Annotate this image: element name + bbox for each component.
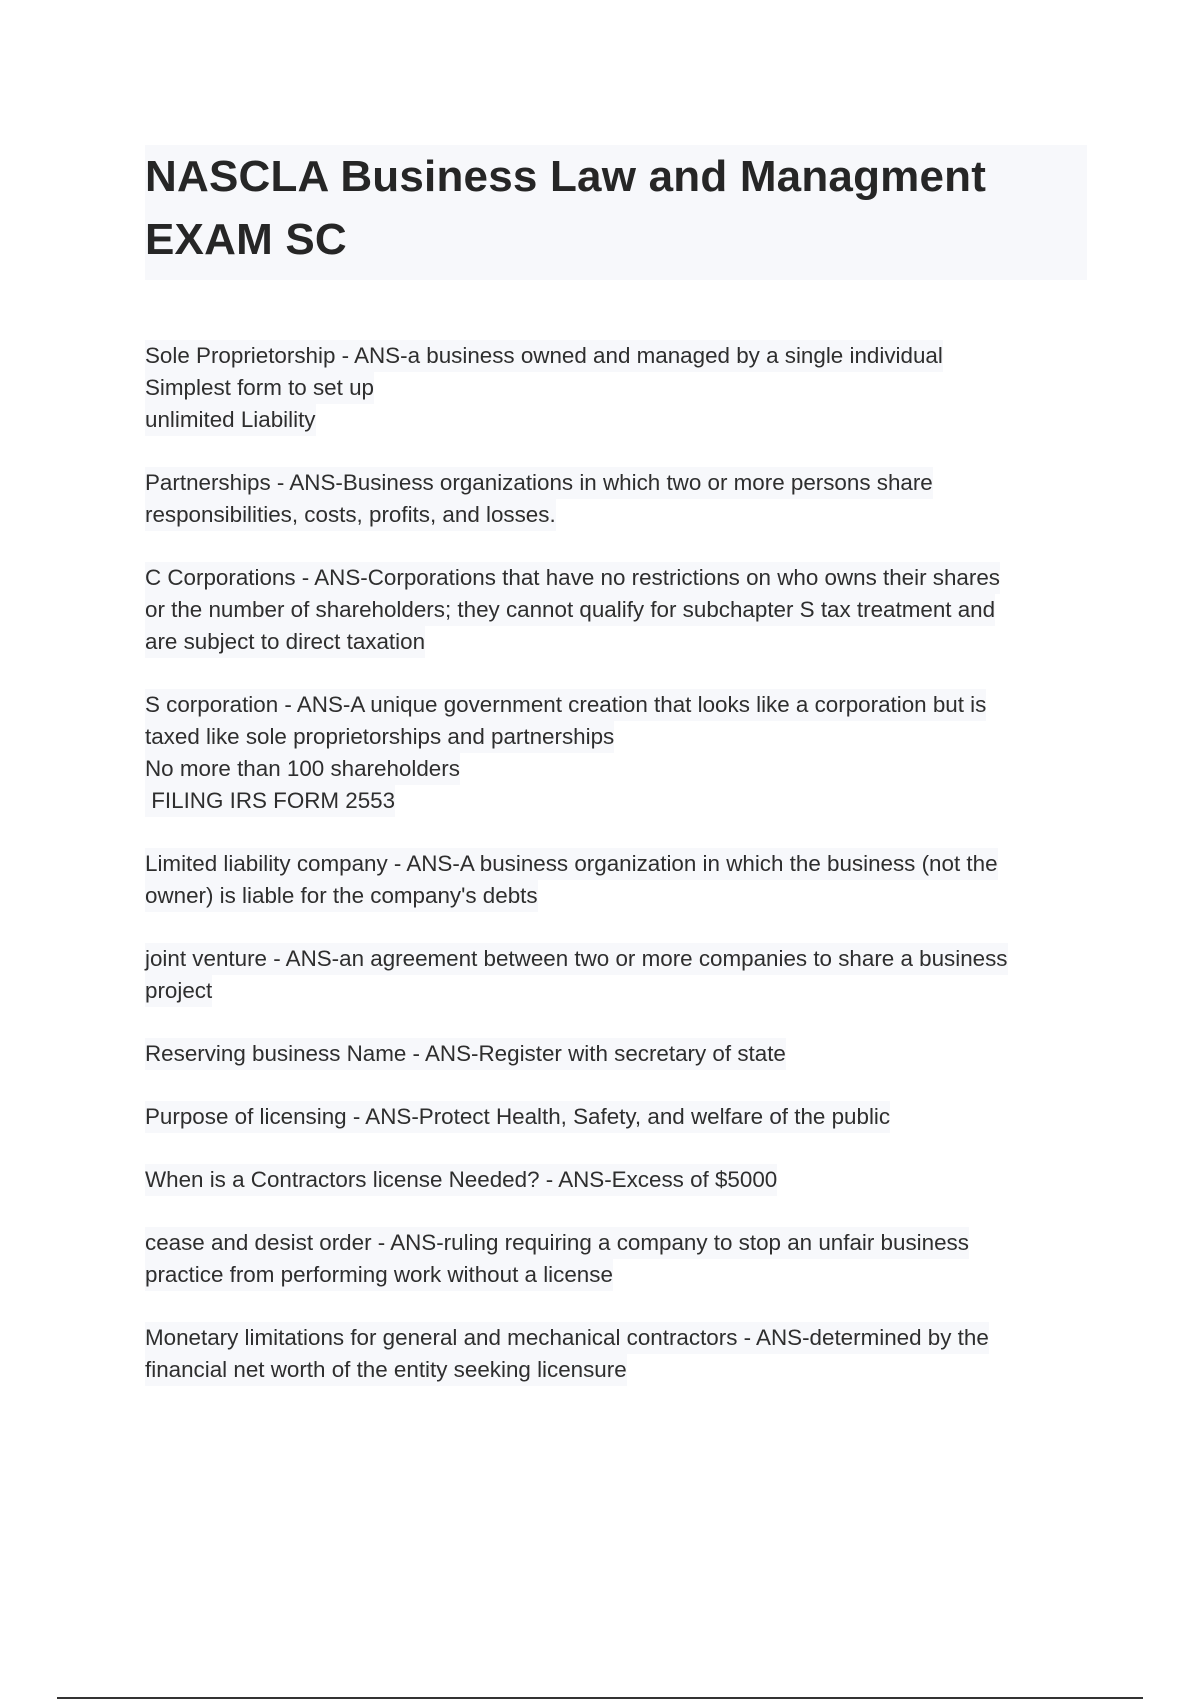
qa-entry-line-row — [145, 372, 1105, 404]
qa-entry-line: joint venture - ANS-an agreement between two or more companies to share a business — [145, 943, 1008, 975]
qa-entry-line: S corporation - ANS-A unique government creation that looks like a corporation but is — [145, 689, 986, 721]
qa-entry-line: Limited liability company - ANS-A business organization in which the business (not the — [145, 848, 998, 880]
qa-entry-line-row — [145, 880, 1105, 912]
qa-entry — [145, 689, 1105, 817]
qa-entry — [145, 1101, 1105, 1133]
document-title — [145, 145, 1087, 271]
qa-entry — [145, 562, 1105, 658]
qa-entry-line: FILING IRS FORM 2553 — [145, 785, 395, 817]
qa-entry — [145, 467, 1105, 531]
qa-entry-line-row — [145, 943, 1105, 975]
qa-entry-line: When is a Contractors license Needed? - ANS-Excess of $5000 — [145, 1164, 777, 1196]
qa-entry — [145, 1227, 1105, 1291]
qa-entry-line: responsibilities, costs, profits, and losses. — [145, 499, 556, 531]
qa-entry-line-row — [145, 1322, 1105, 1354]
qa-entry-line-row — [145, 753, 1105, 785]
qa-entry-line: owner) is liable for the company's debts — [145, 880, 538, 912]
qa-entry-line: Purpose of licensing - ANS-Protect Health, Safety, and welfare of the public — [145, 1101, 890, 1133]
qa-entry-line: Reserving business Name - ANS-Register with secretary of state — [145, 1038, 786, 1070]
qa-entry-line-row — [145, 562, 1105, 594]
qa-entry — [145, 848, 1105, 912]
qa-entry-line-row — [145, 1259, 1105, 1291]
title-block — [145, 145, 1087, 280]
qa-entry-line-row — [145, 1038, 1105, 1070]
qa-entry-line: Sole Proprietorship - ANS-a business owned and managed by a single individual — [145, 340, 943, 372]
qa-entry-line-row — [145, 785, 1105, 817]
qa-entries-list — [145, 340, 1105, 1417]
qa-entry-line: unlimited Liability — [145, 404, 316, 436]
qa-entry-line-row — [145, 626, 1105, 658]
qa-entry-line-row — [145, 1101, 1105, 1133]
qa-entry — [145, 1164, 1105, 1196]
footer-divider — [57, 1697, 1143, 1699]
qa-entry-line: project — [145, 975, 212, 1007]
qa-entry-line-row — [145, 848, 1105, 880]
qa-entry-line: financial net worth of the entity seeking licensure — [145, 1354, 627, 1386]
qa-entry-line: or the number of shareholders; they cannot qualify for subchapter S tax treatment and — [145, 594, 995, 626]
qa-entry-line: taxed like sole proprietorships and partnerships — [145, 721, 614, 753]
qa-entry-line: Simplest form to set up — [145, 372, 374, 404]
qa-entry-line-row — [145, 721, 1105, 753]
qa-entry-line: are subject to direct taxation — [145, 626, 425, 658]
document-title-line-2: EXAM SC — [145, 215, 347, 264]
qa-entry-line-row — [145, 1164, 1105, 1196]
qa-entry-line-row — [145, 1354, 1105, 1386]
qa-entry-line: cease and desist order - ANS-ruling requiring a company to stop an unfair business — [145, 1227, 969, 1259]
qa-entry — [145, 1322, 1105, 1386]
qa-entry-line: C Corporations - ANS-Corporations that have no restrictions on who owns their shares — [145, 562, 1000, 594]
qa-entry — [145, 943, 1105, 1007]
qa-entry-line-row — [145, 467, 1105, 499]
qa-entry-line: practice from performing work without a license — [145, 1259, 613, 1291]
qa-entry-line-row — [145, 594, 1105, 626]
document-title-line-1: NASCLA Business Law and Managment — [145, 152, 987, 201]
qa-entry — [145, 340, 1105, 436]
qa-entry-line: Partnerships - ANS-Business organizations in which two or more persons share — [145, 467, 933, 499]
qa-entry-line: Monetary limitations for general and mechanical contractors - ANS-determined by the — [145, 1322, 989, 1354]
qa-entry-line-row — [145, 404, 1105, 436]
qa-entry — [145, 1038, 1105, 1070]
qa-entry-line: No more than 100 shareholders — [145, 753, 460, 785]
qa-entry-line-row — [145, 689, 1105, 721]
qa-entry-line-row — [145, 1227, 1105, 1259]
qa-entry-line-row — [145, 340, 1105, 372]
qa-entry-line-row — [145, 975, 1105, 1007]
qa-entry-line-row — [145, 499, 1105, 531]
